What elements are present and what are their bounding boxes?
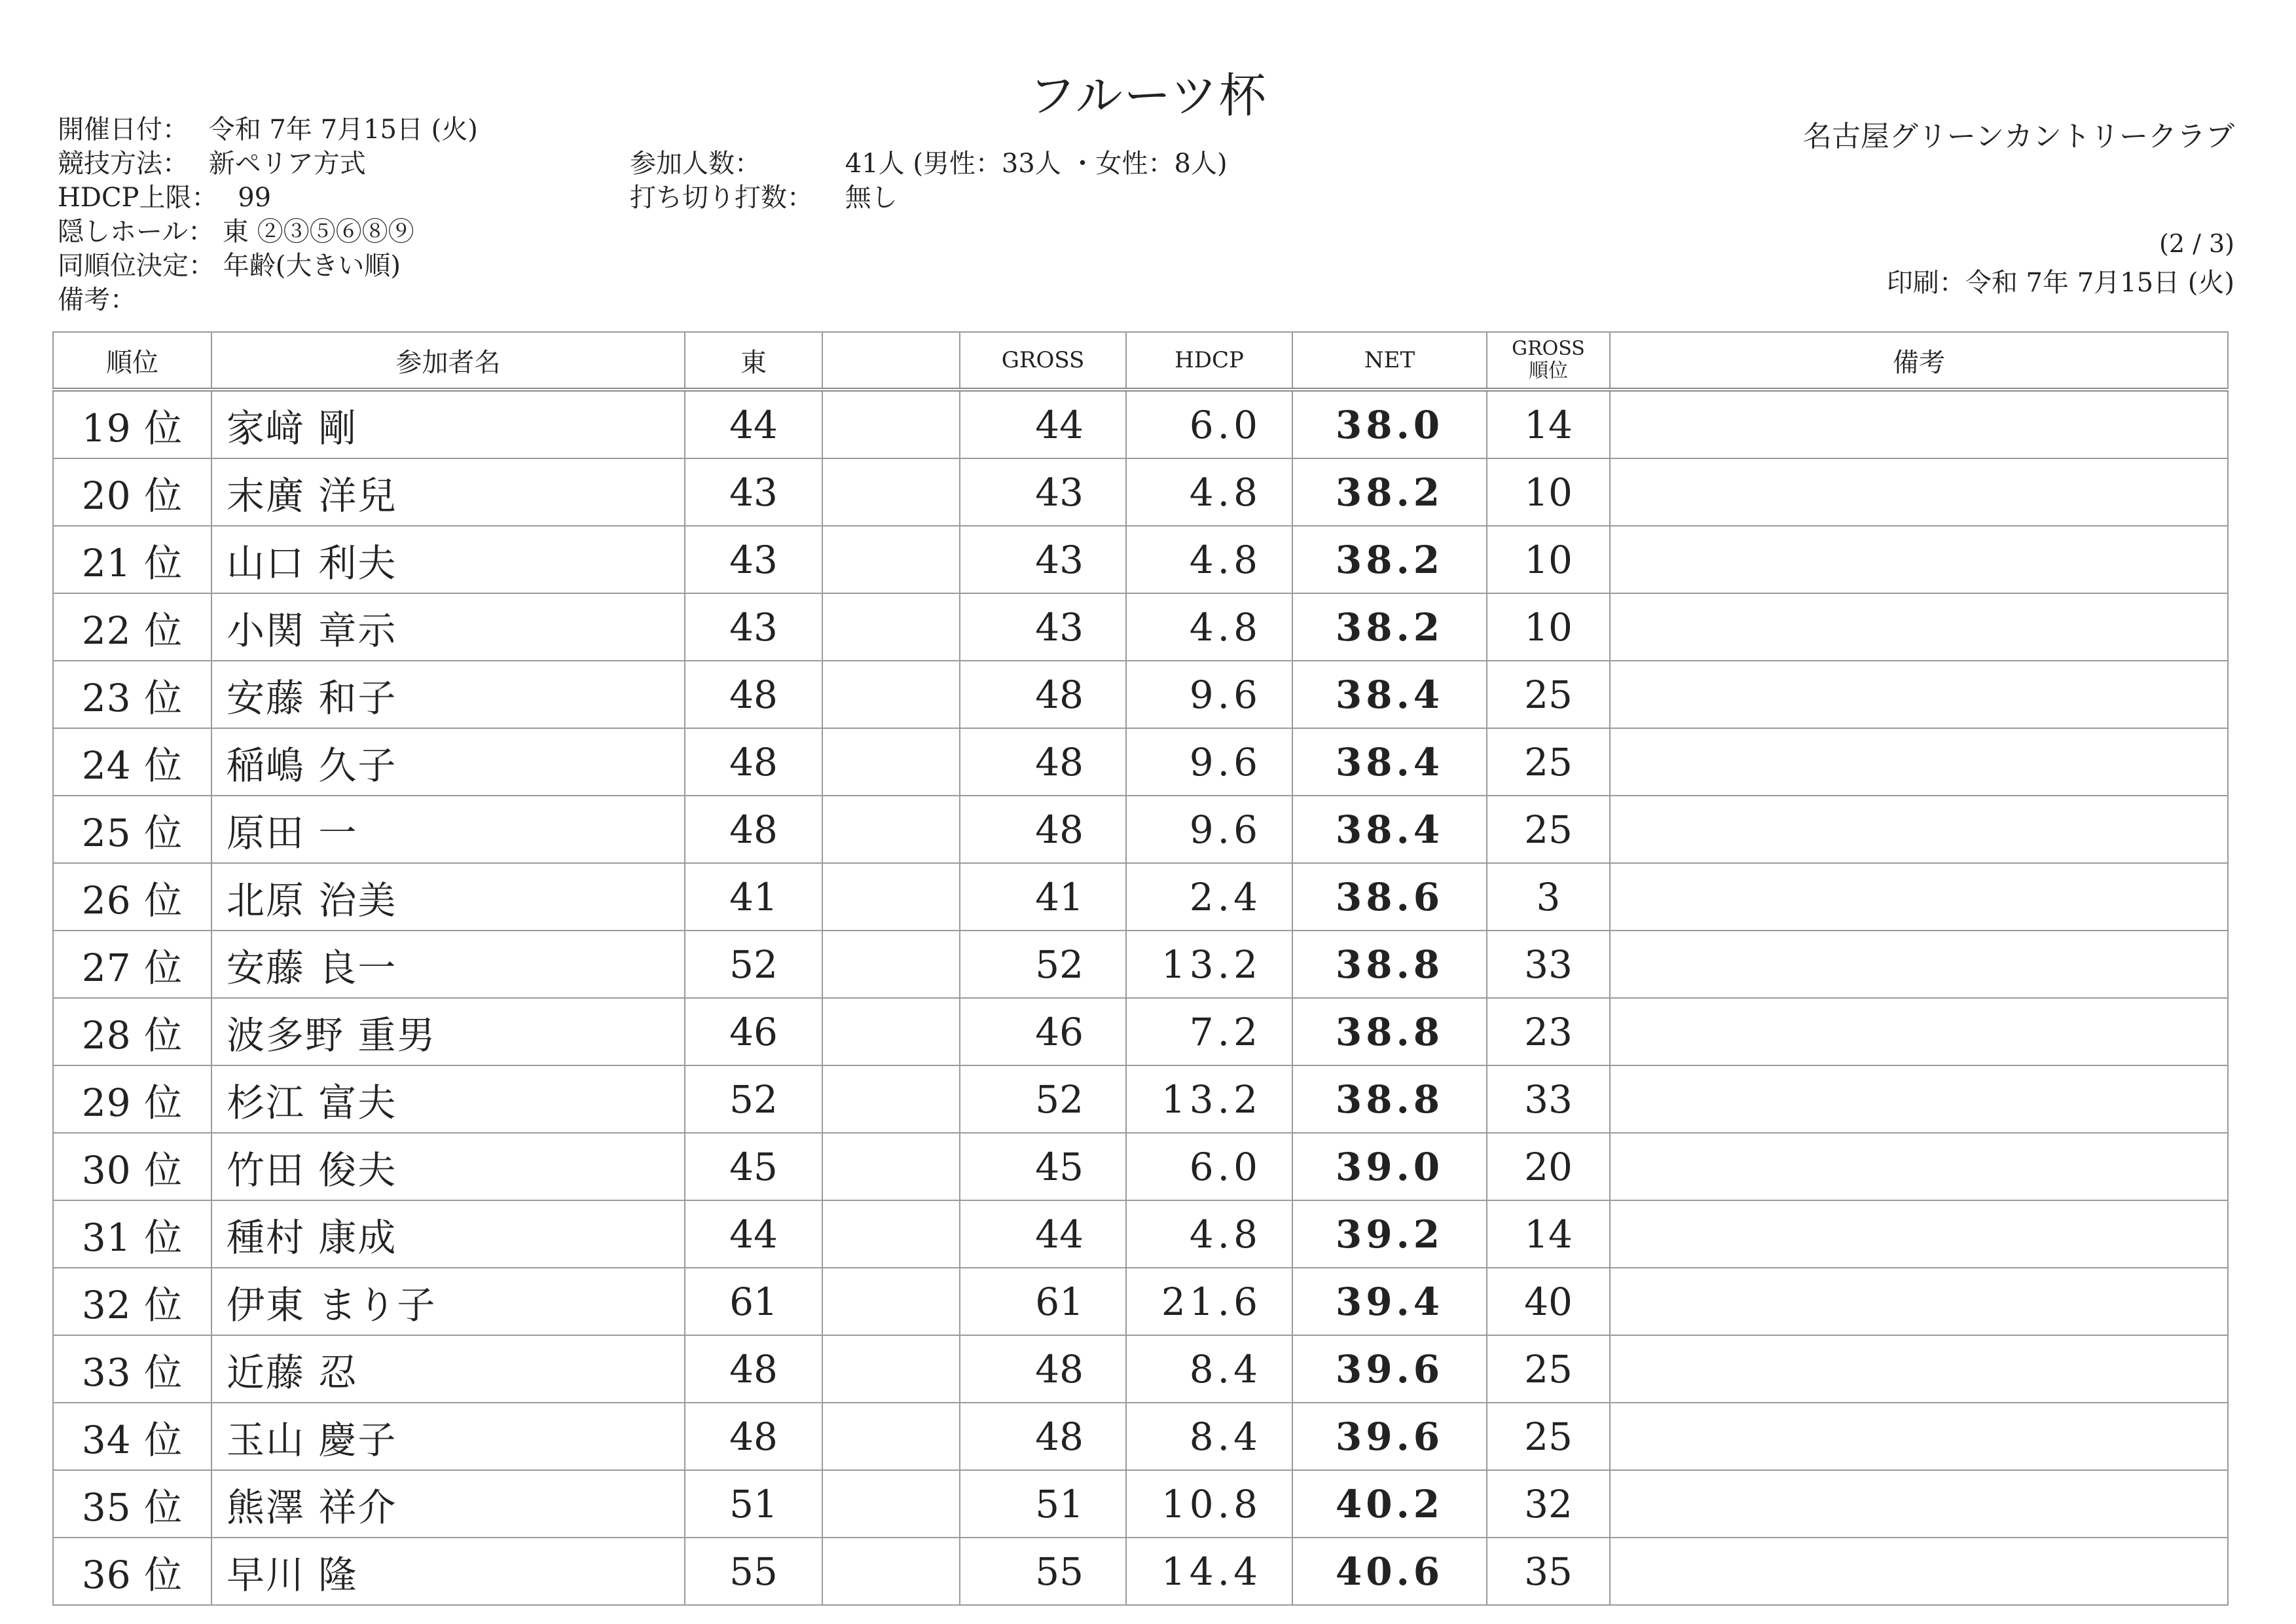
gross-cell: 48	[960, 1403, 1126, 1470]
gross-cell: 43	[960, 593, 1126, 661]
blank-cell	[822, 1335, 960, 1403]
rank-cell: 27 位	[53, 931, 211, 998]
name-cell: 稲嶋 久子	[211, 728, 685, 796]
gross-rank-cell: 25	[1487, 1335, 1610, 1403]
gross-rank-cell: 10	[1487, 458, 1610, 526]
net-cell: 38.4	[1292, 796, 1487, 863]
gross-rank-cell: 14	[1487, 390, 1610, 458]
name-cell: 熊澤 祥介	[211, 1470, 685, 1538]
notes-cell	[1610, 526, 2228, 593]
blank-cell	[822, 390, 960, 458]
hdcp-cell: 9.6	[1126, 661, 1292, 728]
col-header-net: NET	[1292, 332, 1487, 390]
gross-rank-cell: 35	[1487, 1538, 1610, 1605]
hidden-holes-line	[58, 215, 414, 249]
table-row	[53, 1133, 2228, 1200]
east-score-cell: 52	[685, 931, 822, 998]
gross-rank-cell: 20	[1487, 1133, 1610, 1200]
east-score-cell: 52	[685, 1065, 822, 1133]
gross-cell: 45	[960, 1133, 1126, 1200]
name-cell: 原田 一	[211, 796, 685, 863]
rank-cell: 35 位	[53, 1470, 211, 1538]
gross-cell: 48	[960, 728, 1126, 796]
table-row	[53, 998, 2228, 1065]
blank-cell	[822, 796, 960, 863]
gross-cell: 41	[960, 863, 1126, 931]
notes-cell	[1610, 1200, 2228, 1268]
hdcp-limit-value: 99	[238, 183, 272, 213]
hdcp-limit-line	[58, 181, 271, 215]
hdcp-cell: 4.8	[1126, 593, 1292, 661]
table-row	[53, 863, 2228, 931]
method-value: 新ペリア方式	[208, 149, 366, 179]
gross-rank-cell: 10	[1487, 526, 1610, 593]
hdcp-cell: 8.4	[1126, 1403, 1292, 1470]
gross-rank-cell: 25	[1487, 661, 1610, 728]
table-row	[53, 1470, 2228, 1538]
col-header-gross-rank-top: GROSS	[1512, 337, 1585, 360]
cutoff-value: 無し	[845, 183, 898, 213]
hdcp-cell: 21.6	[1126, 1268, 1292, 1335]
east-score-cell: 61	[685, 1268, 822, 1335]
blank-cell	[822, 1538, 960, 1605]
gross-rank-cell: 14	[1487, 1200, 1610, 1268]
hdcp-cell: 7.2	[1126, 998, 1292, 1065]
gross-rank-cell: 40	[1487, 1268, 1610, 1335]
east-score-cell: 45	[685, 1133, 822, 1200]
participants-line	[630, 147, 1228, 181]
gross-cell: 51	[960, 1470, 1126, 1538]
hdcp-cell: 10.8	[1126, 1470, 1292, 1538]
col-header-gross-rank-bottom: 順位	[1529, 360, 1568, 382]
east-score-cell: 48	[685, 1403, 822, 1470]
notes-cell	[1610, 728, 2228, 796]
net-cell: 39.6	[1292, 1403, 1487, 1470]
east-score-cell: 43	[685, 526, 822, 593]
blank-cell	[822, 863, 960, 931]
blank-cell	[822, 526, 960, 593]
gross-rank-cell: 3	[1487, 863, 1610, 931]
name-cell: 末廣 洋兒	[211, 458, 685, 526]
gross-cell: 52	[960, 1065, 1126, 1133]
rank-cell: 34 位	[53, 1403, 211, 1470]
east-score-cell: 51	[685, 1470, 822, 1538]
east-score-cell: 48	[685, 661, 822, 728]
blank-cell	[822, 1200, 960, 1268]
tie-rule-line	[58, 249, 401, 283]
notes-cell	[1610, 931, 2228, 998]
gross-cell: 46	[960, 998, 1126, 1065]
col-header-gross-rank	[1487, 332, 1610, 390]
hdcp-cell: 14.4	[1126, 1538, 1292, 1605]
east-score-cell: 43	[685, 593, 822, 661]
hdcp-cell: 9.6	[1126, 728, 1292, 796]
table-row	[53, 1200, 2228, 1268]
blank-cell	[822, 661, 960, 728]
notes-cell	[1610, 1065, 2228, 1133]
rank-cell: 31 位	[53, 1200, 211, 1268]
name-cell: 早川 隆	[211, 1538, 685, 1605]
date-value: 令和 7年 7月15日 (火)	[208, 115, 478, 145]
table-row	[53, 931, 2228, 998]
east-score-cell: 48	[685, 728, 822, 796]
gross-rank-cell: 10	[1487, 593, 1610, 661]
east-score-cell: 55	[685, 1538, 822, 1605]
east-score-cell: 41	[685, 863, 822, 931]
net-cell: 39.6	[1292, 1335, 1487, 1403]
hdcp-cell: 8.4	[1126, 1335, 1292, 1403]
gross-cell: 48	[960, 796, 1126, 863]
rank-cell: 30 位	[53, 1133, 211, 1200]
hdcp-cell: 13.2	[1126, 1065, 1292, 1133]
table-row	[53, 728, 2228, 796]
name-cell: 伊東 まり子	[211, 1268, 685, 1335]
table-row	[53, 1268, 2228, 1335]
gross-cell: 61	[960, 1268, 1126, 1335]
east-score-cell: 44	[685, 390, 822, 458]
name-cell: 杉江 富夫	[211, 1065, 685, 1133]
date-line	[58, 113, 478, 147]
net-cell: 39.0	[1292, 1133, 1487, 1200]
rank-cell: 19 位	[53, 390, 211, 458]
notes-cell	[1610, 390, 2228, 458]
hdcp-cell: 6.0	[1126, 1133, 1292, 1200]
rank-cell: 32 位	[53, 1268, 211, 1335]
notes-cell	[1610, 1133, 2228, 1200]
table-row	[53, 458, 2228, 526]
notes-label: 備考：	[58, 285, 136, 315]
page-number: (2 / 3)	[2159, 229, 2234, 258]
table-row	[53, 796, 2228, 863]
tie-rule-value: 年齢(大きい順)	[223, 251, 401, 281]
blank-cell	[822, 1268, 960, 1335]
gross-rank-cell: 33	[1487, 1065, 1610, 1133]
net-cell: 38.0	[1292, 390, 1487, 458]
col-header-name: 参加者名	[211, 332, 685, 390]
tie-rule-label: 同順位決定：	[58, 251, 215, 281]
cutoff-label: 打ち切り打数：	[630, 183, 813, 213]
blank-cell	[822, 1133, 960, 1200]
club-name: 名古屋グリーンカントリークラブ	[1802, 120, 2234, 153]
blank-cell	[822, 1470, 960, 1538]
gross-rank-cell: 23	[1487, 998, 1610, 1065]
gross-cell: 52	[960, 931, 1126, 998]
col-header-notes: 備考	[1610, 332, 2228, 390]
name-cell: 家﨑 剛	[211, 390, 685, 458]
rank-cell: 29 位	[53, 1065, 211, 1133]
hidden-holes-label: 隠しホール：	[58, 217, 215, 247]
table-row	[53, 390, 2228, 458]
gross-rank-cell: 25	[1487, 728, 1610, 796]
method-line	[58, 147, 366, 181]
table-row	[53, 526, 2228, 593]
net-cell: 39.4	[1292, 1268, 1487, 1335]
rank-cell: 36 位	[53, 1538, 211, 1605]
hdcp-cell: 4.8	[1126, 458, 1292, 526]
hdcp-cell: 4.8	[1126, 526, 1292, 593]
name-cell: 山口 利夫	[211, 526, 685, 593]
gross-cell: 48	[960, 1335, 1126, 1403]
name-cell: 安藤 良一	[211, 931, 685, 998]
blank-cell	[822, 593, 960, 661]
net-cell: 38.4	[1292, 728, 1487, 796]
table-body	[53, 390, 2228, 1605]
hdcp-cell: 4.8	[1126, 1200, 1292, 1268]
table-row	[53, 661, 2228, 728]
table-header-row	[53, 332, 2228, 390]
hdcp-cell: 6.0	[1126, 390, 1292, 458]
cutoff-line	[630, 181, 898, 215]
notes-cell	[1610, 998, 2228, 1065]
gross-rank-cell: 33	[1487, 931, 1610, 998]
name-cell: 竹田 俊夫	[211, 1133, 685, 1200]
net-cell: 39.2	[1292, 1200, 1487, 1268]
east-score-cell: 43	[685, 458, 822, 526]
net-cell: 38.8	[1292, 998, 1487, 1065]
name-cell: 小関 章示	[211, 593, 685, 661]
rank-cell: 26 位	[53, 863, 211, 931]
gross-cell: 43	[960, 526, 1126, 593]
net-cell: 40.2	[1292, 1470, 1487, 1538]
notes-cell	[1610, 1470, 2228, 1538]
gross-rank-cell: 25	[1487, 1403, 1610, 1470]
page-title: フルーツ杯	[1029, 68, 1267, 123]
hdcp-cell: 13.2	[1126, 931, 1292, 998]
notes-cell	[1610, 1538, 2228, 1605]
results-table	[52, 331, 2229, 1606]
gross-rank-cell: 25	[1487, 796, 1610, 863]
col-header-blank	[822, 332, 960, 390]
net-cell: 38.4	[1292, 661, 1487, 728]
rank-cell: 24 位	[53, 728, 211, 796]
rank-cell: 21 位	[53, 526, 211, 593]
net-cell: 38.8	[1292, 1065, 1487, 1133]
name-cell: 波多野 重男	[211, 998, 685, 1065]
gross-cell: 48	[960, 661, 1126, 728]
east-score-cell: 46	[685, 998, 822, 1065]
rank-cell: 25 位	[53, 796, 211, 863]
notes-cell	[1610, 593, 2228, 661]
gross-cell: 55	[960, 1538, 1126, 1605]
table-row	[53, 1538, 2228, 1605]
rank-cell: 22 位	[53, 593, 211, 661]
name-cell: 安藤 和子	[211, 661, 685, 728]
gross-rank-cell: 32	[1487, 1470, 1610, 1538]
net-cell: 40.6	[1292, 1538, 1487, 1605]
method-label: 競技方法：	[58, 149, 189, 179]
col-header-rank: 順位	[53, 332, 211, 390]
participants-label: 参加人数：	[630, 149, 761, 179]
net-cell: 38.6	[1292, 863, 1487, 931]
name-cell: 近藤 忍	[211, 1335, 685, 1403]
date-label: 開催日付：	[58, 115, 189, 145]
name-cell: 北原 治美	[211, 863, 685, 931]
gross-cell: 43	[960, 458, 1126, 526]
rank-cell: 23 位	[53, 661, 211, 728]
blank-cell	[822, 458, 960, 526]
notes-line	[58, 283, 136, 317]
name-cell: 玉山 慶子	[211, 1403, 685, 1470]
net-cell: 38.2	[1292, 593, 1487, 661]
notes-cell	[1610, 1335, 2228, 1403]
rank-cell: 28 位	[53, 998, 211, 1065]
gross-cell: 44	[960, 1200, 1126, 1268]
gross-cell: 44	[960, 390, 1126, 458]
col-header-east: 東	[685, 332, 822, 390]
east-score-cell: 48	[685, 1335, 822, 1403]
col-header-gross: GROSS	[960, 332, 1126, 390]
rank-cell: 20 位	[53, 458, 211, 526]
east-score-cell: 44	[685, 1200, 822, 1268]
notes-cell	[1610, 458, 2228, 526]
table-row	[53, 593, 2228, 661]
hdcp-cell: 9.6	[1126, 796, 1292, 863]
blank-cell	[822, 1403, 960, 1470]
rank-cell: 33 位	[53, 1335, 211, 1403]
print-date: 印刷：令和 7年 7月15日 (火)	[1886, 268, 2234, 298]
col-header-hdcp: HDCP	[1126, 332, 1292, 390]
blank-cell	[822, 728, 960, 796]
participants-value: 41人 (男性：33人 ・女性：8人)	[845, 149, 1228, 179]
notes-cell	[1610, 1268, 2228, 1335]
blank-cell	[822, 931, 960, 998]
notes-cell	[1610, 661, 2228, 728]
table-row	[53, 1403, 2228, 1470]
notes-cell	[1610, 1403, 2228, 1470]
table-row	[53, 1335, 2228, 1403]
net-cell: 38.8	[1292, 931, 1487, 998]
hidden-holes-value: 東 ②③⑤⑥⑧⑨	[222, 217, 414, 247]
hdcp-limit-label: HDCP上限：	[58, 183, 218, 213]
notes-cell	[1610, 863, 2228, 931]
net-cell: 38.2	[1292, 458, 1487, 526]
name-cell: 種村 康成	[211, 1200, 685, 1268]
blank-cell	[822, 998, 960, 1065]
hdcp-cell: 2.4	[1126, 863, 1292, 931]
table-row	[53, 1065, 2228, 1133]
blank-cell	[822, 1065, 960, 1133]
notes-cell	[1610, 796, 2228, 863]
net-cell: 38.2	[1292, 526, 1487, 593]
east-score-cell: 48	[685, 796, 822, 863]
